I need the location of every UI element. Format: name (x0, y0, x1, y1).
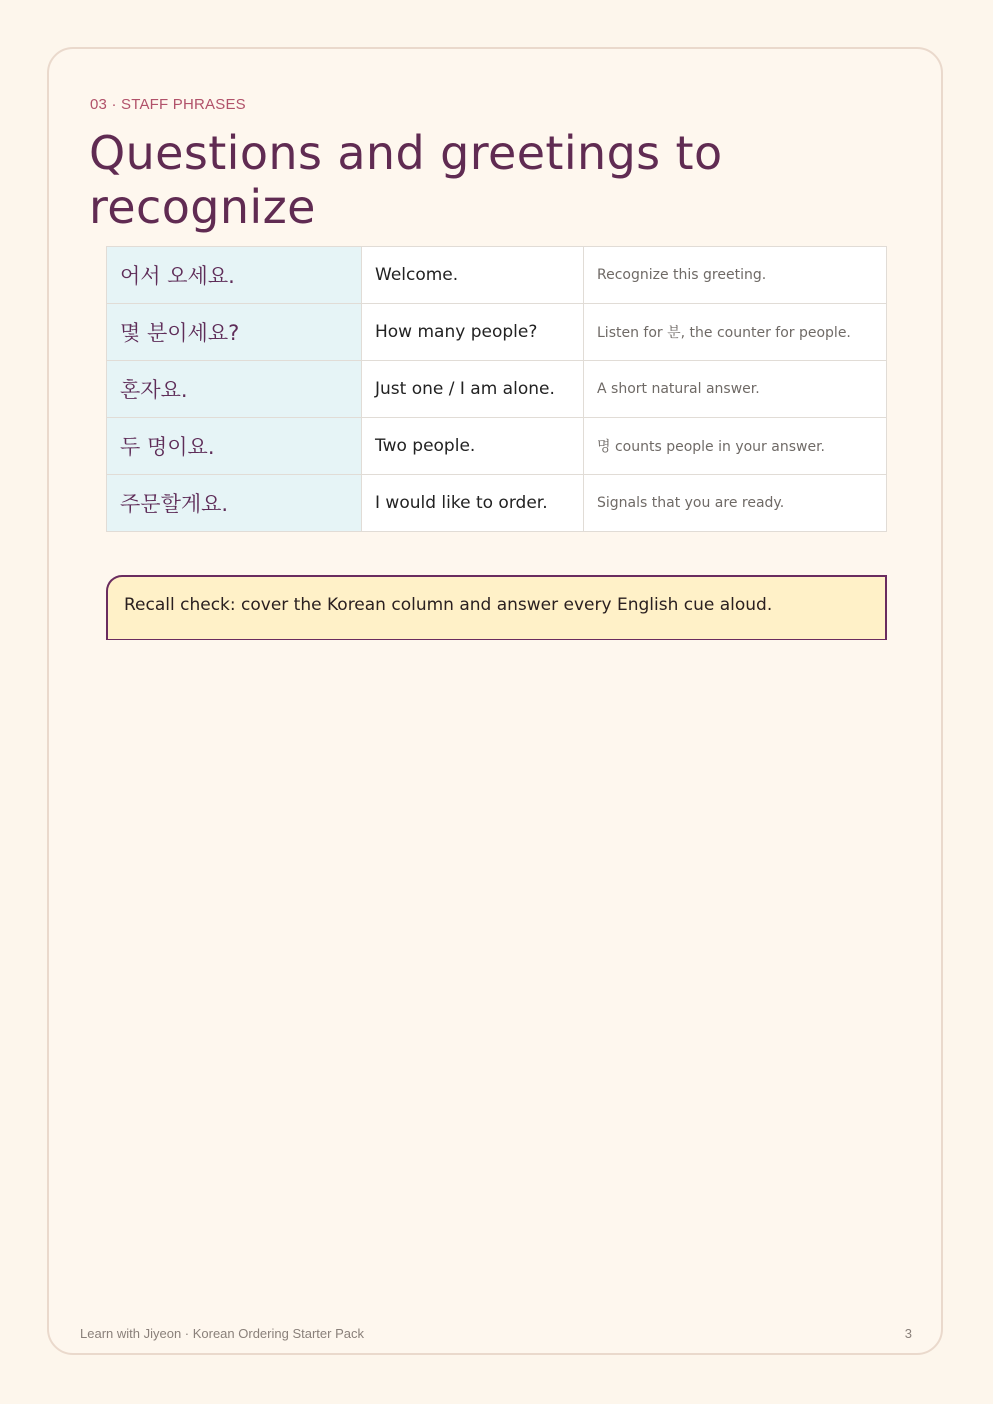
table-row (107, 418, 887, 475)
section-eyebrow: 03 · STAFF PHRASES (90, 96, 246, 113)
english-meaning-cell: How many people? (362, 304, 584, 361)
page-card (47, 47, 943, 1355)
table-row (107, 361, 887, 418)
table-row (107, 304, 887, 361)
korean-phrase-cell: 몇 분이세요? (107, 304, 362, 361)
recall-check-callout (106, 575, 887, 640)
note-cell: A short natural answer. (584, 361, 887, 418)
english-meaning-cell: Two people. (362, 418, 584, 475)
page-number: 3 (904, 1326, 912, 1341)
phrase-table (106, 246, 887, 532)
korean-phrase-cell: 주문할게요. (107, 475, 362, 532)
english-meaning-cell: I would like to order. (362, 475, 584, 532)
english-meaning-cell: Welcome. (362, 247, 584, 304)
note-cell: Signals that you are ready. (584, 475, 887, 532)
english-meaning-cell: Just one / I am alone. (362, 361, 584, 418)
note-cell: Listen for 분, the counter for people. (584, 304, 887, 361)
korean-phrase-cell: 어서 오세요. (107, 247, 362, 304)
table-row (107, 475, 887, 532)
note-cell: 명 counts people in your answer. (584, 418, 887, 475)
korean-phrase-cell: 혼자요. (107, 361, 362, 418)
note-cell: Recognize this greeting. (584, 247, 887, 304)
footer-source: Learn with Jiyeon · Korean Ordering Starter Pack (80, 1326, 364, 1341)
page-title: Questions and greetings to recognize (89, 126, 723, 234)
recall-check-text: Recall check: cover the Korean column and answer every English cue aloud. (124, 595, 773, 615)
table-row (107, 247, 887, 304)
korean-phrase-cell: 두 명이요. (107, 418, 362, 475)
